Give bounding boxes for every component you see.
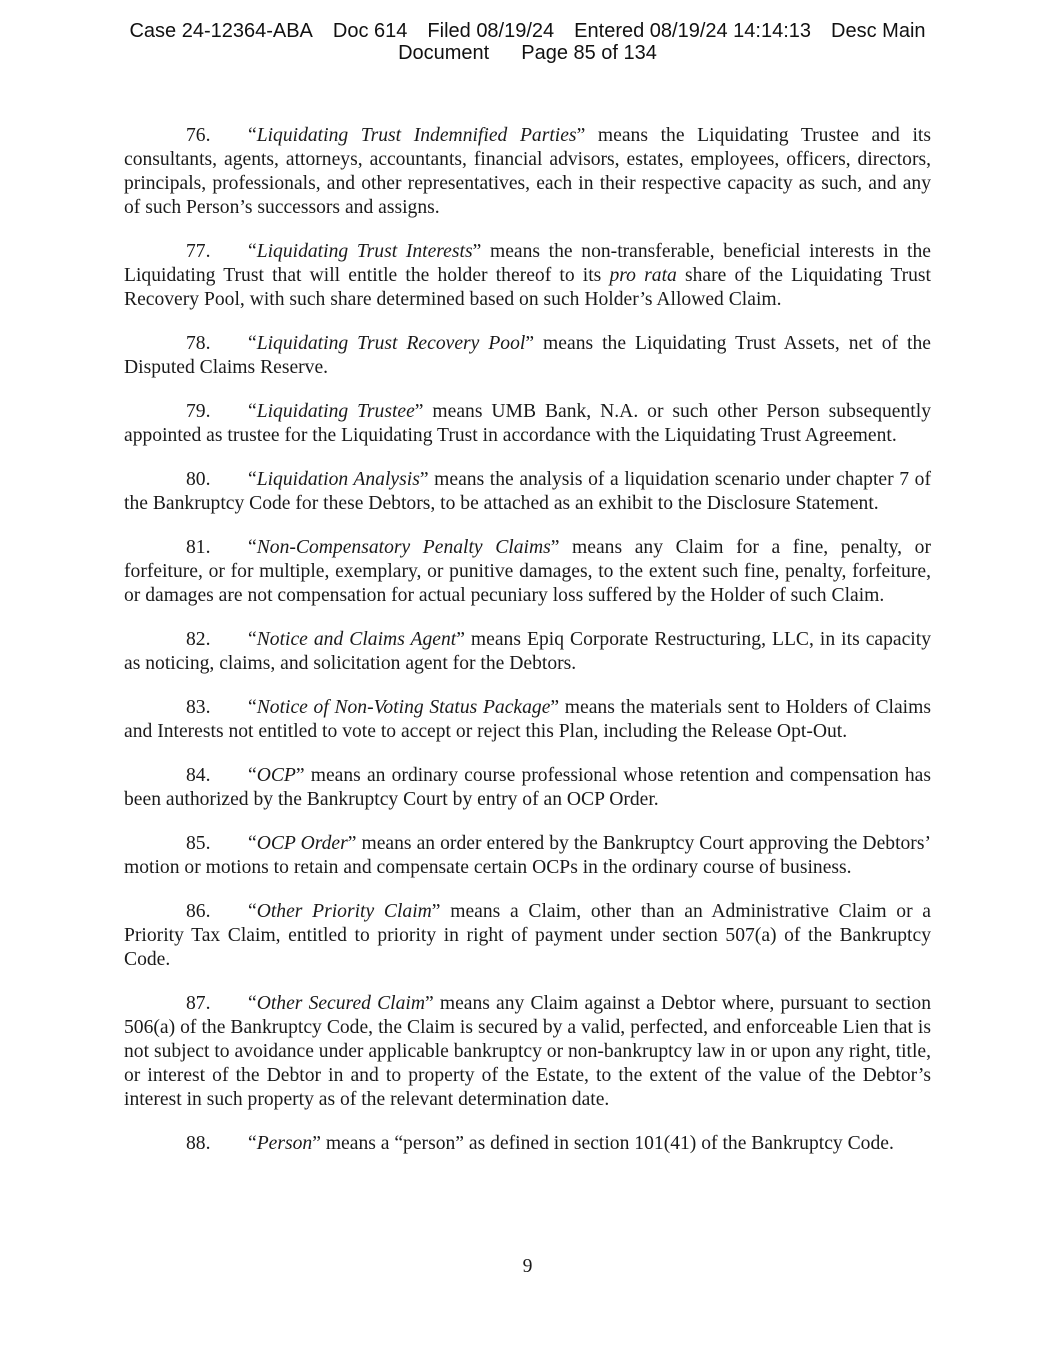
definition-text: ” means any Claim for a fine, penalty, or forfeiture, or for multiple, exemplary, or punitive damages, to the extent such fine, penalty, forfeiture, or damages are not compensation for actual pecuniary loss suffered by the Holder of such Claim. <box>124 537 931 606</box>
definition-paragraph <box>124 1132 931 1156</box>
defined-term: Liquidation Analysis <box>256 469 420 490</box>
defined-term: Person <box>256 1133 313 1154</box>
definition-paragraph <box>124 764 931 812</box>
quote-open: “ <box>248 765 257 786</box>
court-filing-header <box>0 20 1055 64</box>
definition-text: share of the Liquidating Trust Recovery Pool, with such share determined based on such Holder’s Allowed Claim. <box>124 265 931 310</box>
case-number: Case 24-12364-ABA <box>129 20 313 42</box>
definition-text: ” means an ordinary course professional whose retention and compensation has been authorized by the Bankruptcy Court by entry of an OCP Order. <box>124 765 931 810</box>
quote-open: “ <box>248 125 257 146</box>
defined-term: Liquidating Trustee <box>256 401 415 422</box>
definition-text: ” means the Liquidating Trustee and its consultants, agents, attorneys, accountants, financial advisors, estates, employees, officers, directors, principals, professionals, and other representatives, each in their respective capacity as such, and any of such Person’s successors and assigns. <box>124 125 931 218</box>
entered-date: Entered 08/19/24 14:14:13 <box>574 20 812 42</box>
quote-open: “ <box>248 537 257 558</box>
quote-open: “ <box>248 1133 257 1154</box>
filed-date: Filed 08/19/24 <box>427 20 555 42</box>
definition-paragraph <box>124 468 931 516</box>
quote-open: “ <box>248 629 257 650</box>
definition-paragraph <box>124 628 931 676</box>
paragraph-number: 82. <box>186 629 211 650</box>
definition-text: ” means the analysis of a liquidation scenario under chapter 7 of the Bankruptcy Code for these Debtors, to be attached as an exhibit to the Disclosure Statement. <box>124 469 931 514</box>
paragraph-number: 80. <box>186 469 211 490</box>
definition-paragraph <box>124 124 931 220</box>
document-body <box>124 124 931 1176</box>
definition-text: ” means UMB Bank, N.A. or such other Person subsequently appointed as trustee for the Liquidating Trust in accordance with the Liquidating Trust Agreement. <box>124 401 931 446</box>
quote-open: “ <box>248 333 257 354</box>
paragraph-number: 83. <box>186 697 211 718</box>
paragraph-number: 76. <box>186 125 211 146</box>
quote-open: “ <box>248 401 257 422</box>
defined-term: OCP Order <box>256 833 348 854</box>
definition-text: ” means the Liquidating Trust Assets, net of the Disputed Claims Reserve. <box>124 333 931 378</box>
paragraph-number: 78. <box>186 333 211 354</box>
defined-term: Notice of Non-Voting Status Package <box>256 697 551 718</box>
quote-open: “ <box>248 697 257 718</box>
page-number: 9 <box>522 1256 533 1277</box>
page-indicator: Page 85 of 134 <box>521 42 657 64</box>
definition-text: ” means the materials sent to Holders of Claims and Interests not entitled to vote to accept or reject this Plan, including the Release Opt-Out. <box>124 697 931 742</box>
paragraph-number: 79. <box>186 401 211 422</box>
definition-paragraph <box>124 832 931 880</box>
defined-term: Other Secured Claim <box>256 993 425 1014</box>
paragraph-number: 86. <box>186 901 211 922</box>
definition-paragraph <box>124 332 931 380</box>
defined-term: OCP <box>256 765 296 786</box>
definition-paragraph <box>124 992 931 1112</box>
doc-description: Desc Main <box>831 20 926 42</box>
quote-open: “ <box>248 901 257 922</box>
quote-open: “ <box>248 993 257 1014</box>
defined-term: Other Priority Claim <box>256 901 432 922</box>
paragraph-number: 81. <box>186 537 211 558</box>
definition-paragraph <box>124 536 931 608</box>
quote-open: “ <box>248 241 257 262</box>
header-line-2 <box>0 42 1055 64</box>
defined-term: Liquidating Trust Interests <box>256 241 473 262</box>
defined-term: Liquidating Trust Recovery Pool <box>256 333 526 354</box>
definition-text: ” means Epiq Corporate Restructuring, LLC, in its capacity as noticing, claims, and solicitation agent for the Debtors. <box>124 629 931 674</box>
italic-phrase: pro rata <box>609 265 677 286</box>
definition-text: ” means a Claim, other than an Administrative Claim or a Priority Tax Claim, entitled to priority in right of payment under section 507(a) of the Bankruptcy Code. <box>124 901 931 970</box>
definition-paragraph <box>124 240 931 312</box>
definition-text: ” means a “person” as defined in section 101(41) of the Bankruptcy Code. <box>312 1133 894 1154</box>
defined-term: Non-Compensatory Penalty Claims <box>256 537 551 558</box>
doc-number: Doc 614 <box>332 20 408 42</box>
paragraph-number: 88. <box>186 1133 211 1154</box>
paragraph-number: 85. <box>186 833 211 854</box>
doc-type: Document <box>398 42 490 64</box>
quote-open: “ <box>248 833 257 854</box>
paragraph-number: 84. <box>186 765 211 786</box>
defined-term: Notice and Claims Agent <box>256 629 457 650</box>
quote-open: “ <box>248 469 257 490</box>
definition-paragraph <box>124 900 931 972</box>
definition-text: ” means the non-transferable, beneficial interests in the Liquidating Trust that will entitle the holder thereof to its <box>124 241 931 286</box>
definition-paragraph <box>124 696 931 744</box>
paragraph-number: 87. <box>186 993 211 1014</box>
definition-text: ” means any Claim against a Debtor where, pursuant to section 506(a) of the Bankruptcy Code, the Claim is secured by a valid, perfected, and enforceable Lien that is not subject to avoidance under applicable bankruptcy or non-bankruptcy law in or upon any right, title, or interest of the Debtor in and to property of the Estate, to the extent of the value of the Debtor’s interest in such property as of the relevant determination date. <box>124 993 931 1110</box>
defined-term: Liquidating Trust Indemnified Parties <box>256 125 577 146</box>
paragraph-number: 77. <box>186 241 211 262</box>
definition-text: ” means an order entered by the Bankruptcy Court approving the Debtors’ motion or motions to retain and compensate certain OCPs in the ordinary course of business. <box>124 833 931 878</box>
header-line-1 <box>0 20 1055 42</box>
definition-paragraph <box>124 400 931 448</box>
